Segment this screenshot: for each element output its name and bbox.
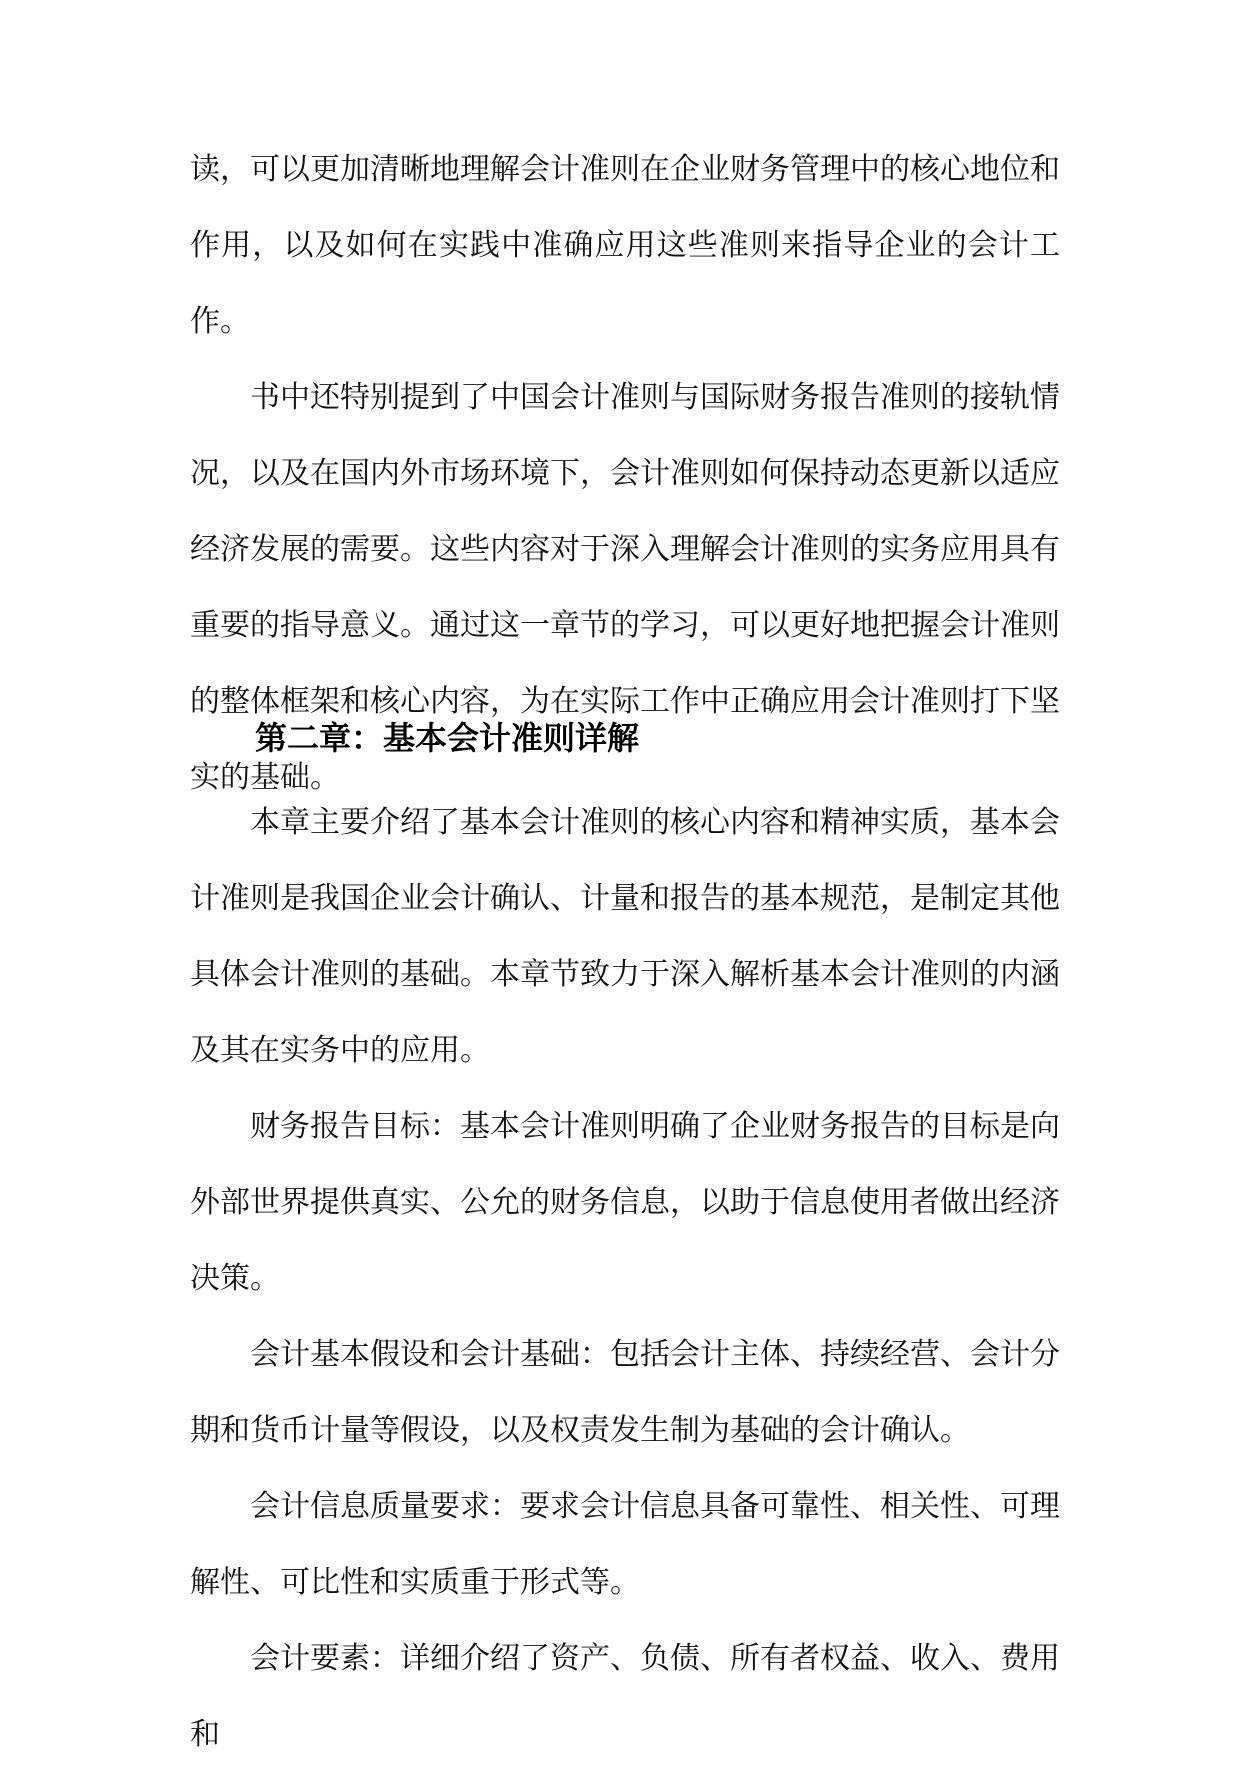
paragraph-chapter-intro: 本章主要介绍了基本会计准则的核心内容和精神实质，基本会计准则是我国企业会计确认、计量和报告的基本规范，是制定其他具体会计准则的基础。本章节致力于深入解析基本会计准则的内涵及其在实务中的应用。: [190, 805, 1060, 1068]
paragraph-reporting-objective: 财务报告目标：基本会计准则明确了企业财务报告的目标是向外部世界提供真实、公允的财务信息，以助于信息使用者做出经济决策。: [190, 1109, 1060, 1296]
chapter-heading: 第二章：基本会计准则详解: [255, 719, 640, 757]
paragraph-basic-assumptions: 会计基本假设和会计基础：包括会计主体、持续经营、会计分期和货币计量等假设，以及权责发生制为基础的会计确认。: [190, 1337, 1060, 1448]
chapter2-body: [190, 785, 1060, 1773]
paragraph-continuation: 读，可以更加清晰地理解会计准则在企业财务管理中的核心地位和作用，以及如何在实践中准确应用这些准则来指导企业的会计工作。: [190, 152, 1060, 339]
paragraph-standards-convergence: 书中还特别提到了中国会计准则与国际财务报告准则的接轨情况，以及在国内外市场环境下，会计准则如何保持动态更新以适应经济发展的需要。这些内容对于深入理解会计准则的实务应用具有重要的指导意义。通过这一章节的学习，可以更好地把握会计准则的整体框架和核心内容，为在实际工作中正确应用会计准则打下坚实的基础。: [190, 380, 1060, 795]
paragraph-quality-requirements: 会计信息质量要求：要求会计信息具备可靠性、相关性、可理解性、可比性和实质重于形式等。: [190, 1489, 1060, 1600]
paragraph-accounting-elements: 会计要素：详细介绍了资产、负债、所有者权益、收入、费用和: [190, 1641, 1060, 1752]
